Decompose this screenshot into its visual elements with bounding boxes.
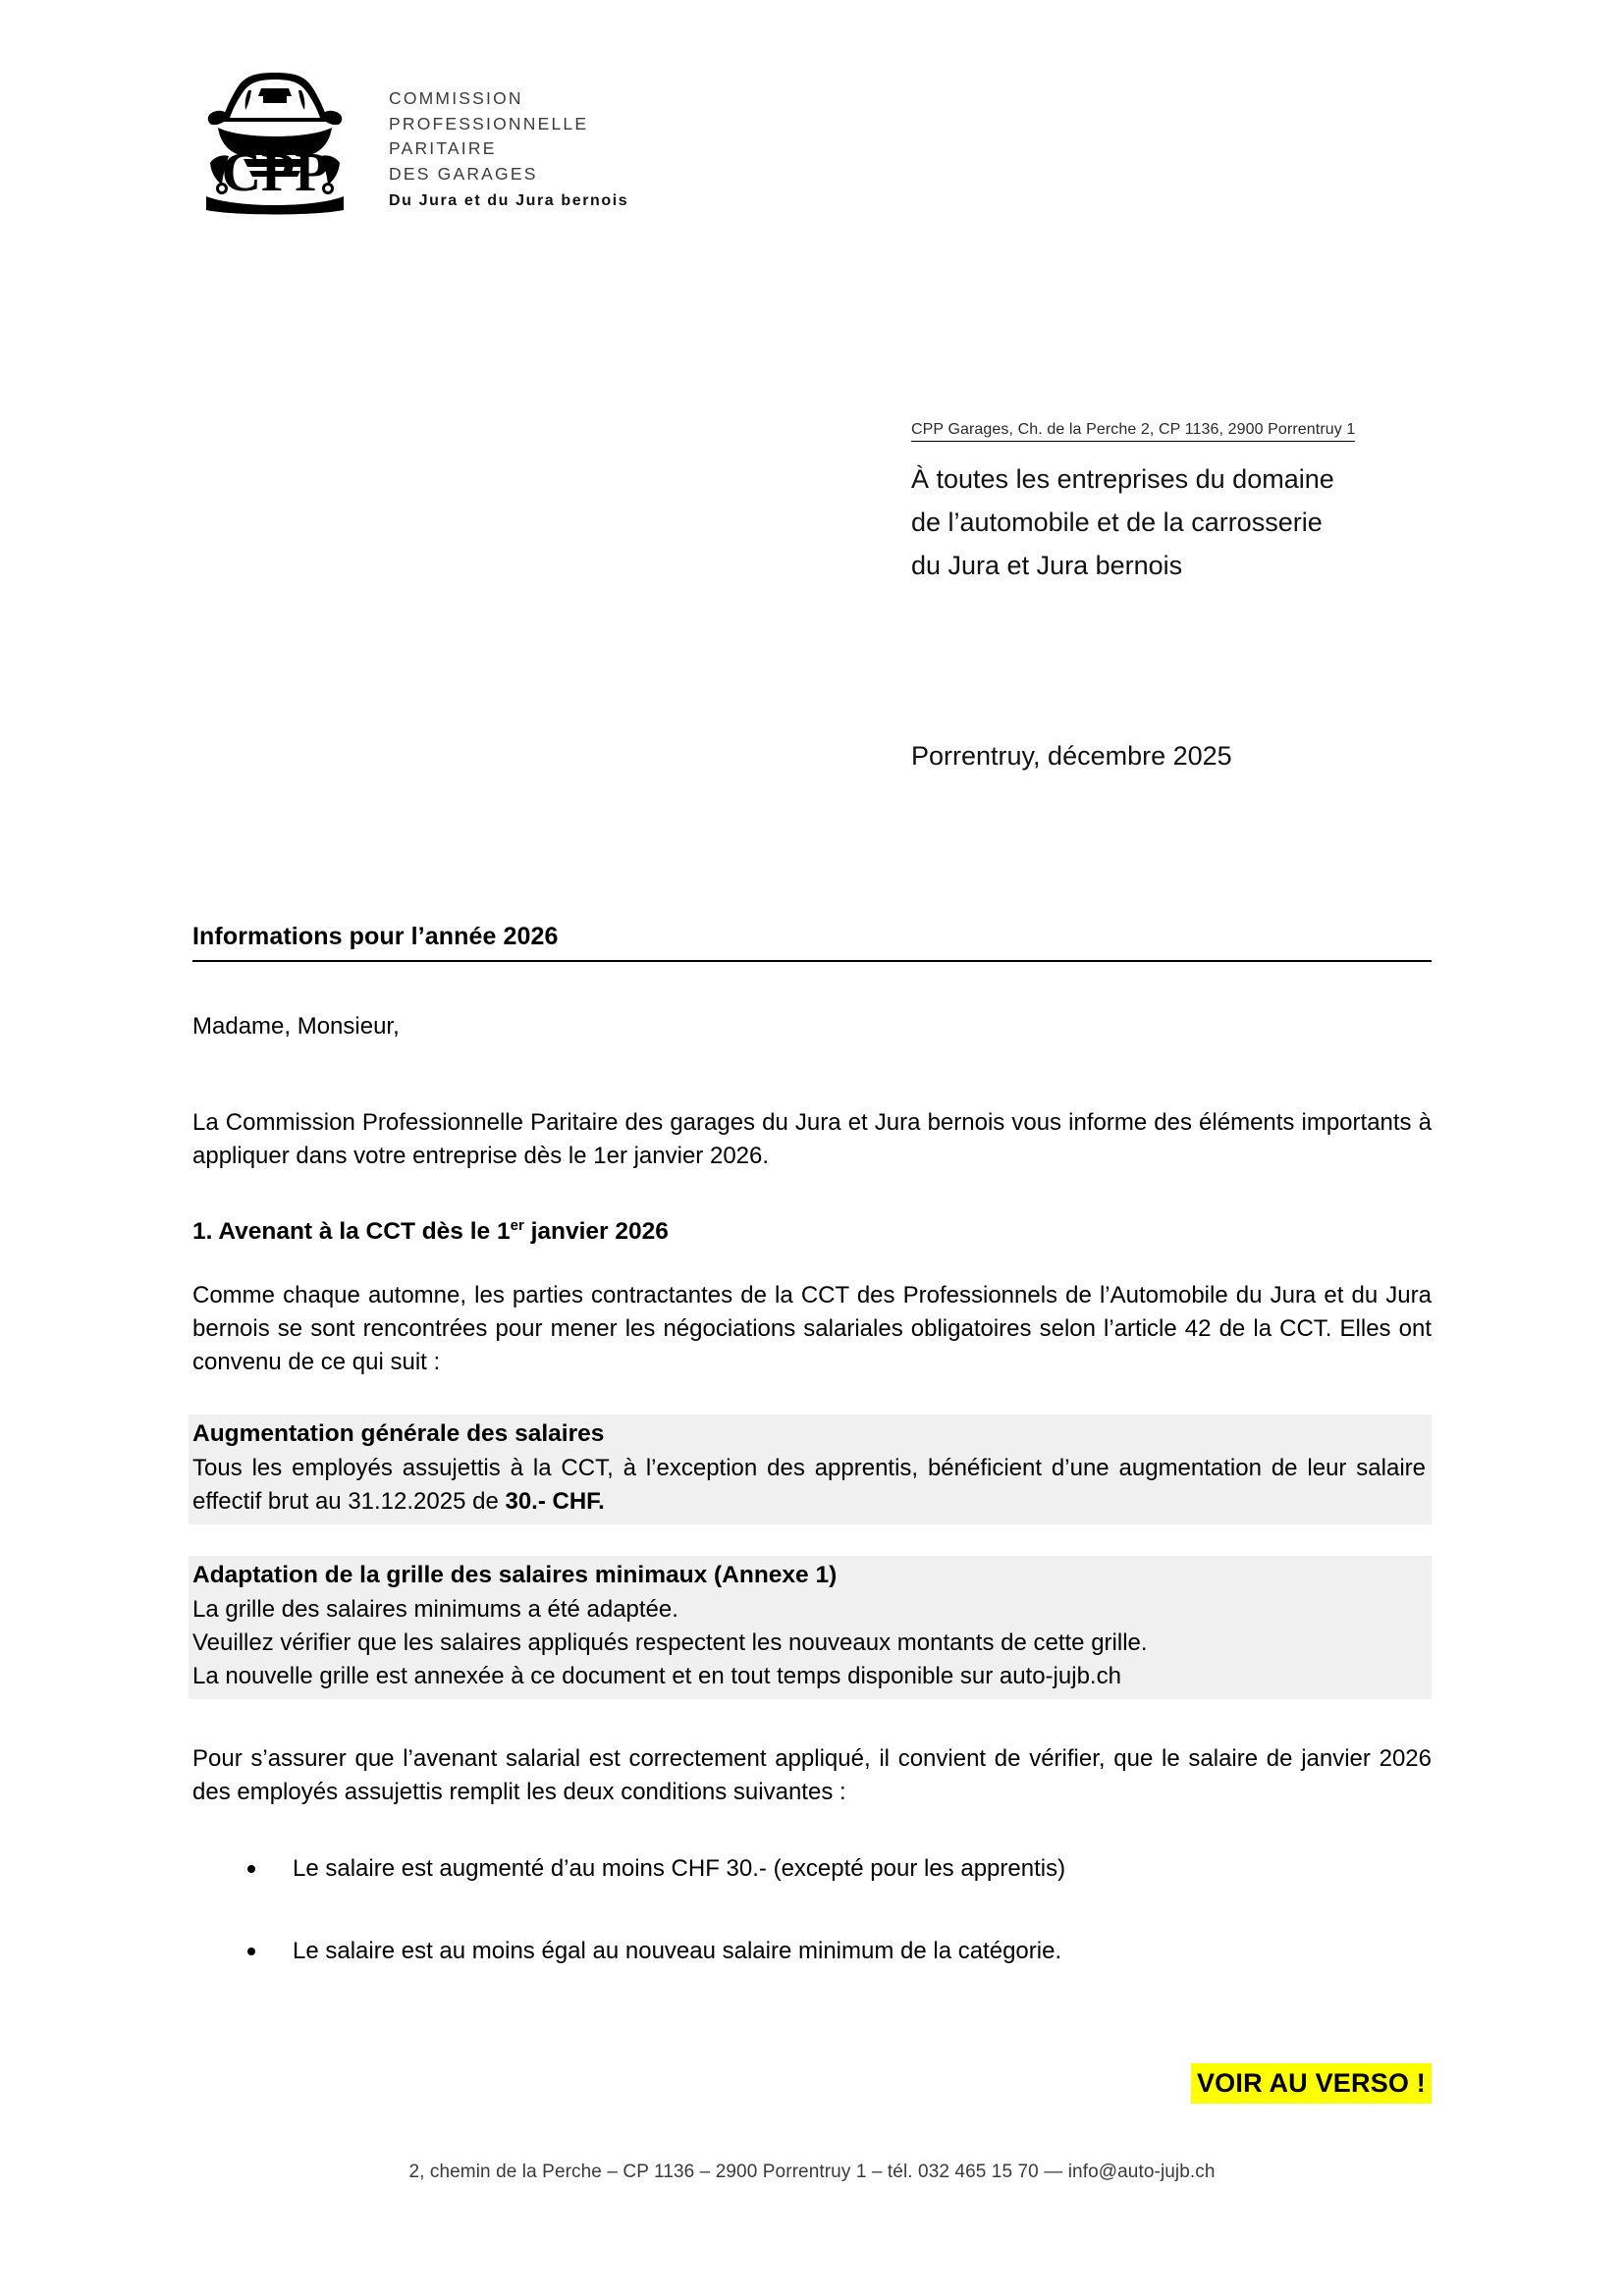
cpp-car-logo-icon <box>192 71 357 216</box>
block-augmentation-text: Tous les employés assujettis à la CCT, à l’exception des apprentis, bénéficient d’une augmentation de leur salaire effectif brut au 31.12.2025 de <box>192 1455 1426 1515</box>
wordmark-subtitle: Du Jura et du Jura bernois <box>389 192 629 209</box>
block-grille-heading: Adaptation de la grille des salaires minimaux (Annexe 1) <box>192 1562 838 1588</box>
letterhead <box>192 71 628 216</box>
recipient-line-3: du Jura et Jura bernois <box>911 551 1183 580</box>
wordmark-line-1: COMMISSION <box>389 88 523 108</box>
sender-return-address: CPP Garages, Ch. de la Perche 2, CP 1136, 2900 Porrentruy 1 <box>911 421 1355 442</box>
section-1-heading <box>192 1216 1432 1248</box>
wordmark-line-3: PARITAIRE <box>389 138 497 158</box>
bullet-icon <box>247 1948 255 1955</box>
block-augmentation-generale <box>189 1415 1432 1524</box>
block-augmentation-body <box>192 1452 1426 1519</box>
intro-paragraph: La Commission Professionnelle Paritaire des garages du Jura et Jura bernois vous informe des éléments importants à appliquer dans votre entreprise dès le 1er janvier 2026. <box>192 1109 1432 1169</box>
augmentation-amount: 30.- CHF. <box>505 1488 605 1515</box>
list-item <box>192 1935 1432 1968</box>
logo-wordmark <box>389 71 628 213</box>
recipient-line-1: À toutes les entreprises du domaine <box>911 464 1334 494</box>
verso-notice-wrap <box>192 2063 1432 2104</box>
condition-text: Le salaire est augmenté d’au moins CHF 30.- (excepté pour les apprentis) <box>293 1855 1066 1882</box>
section-1-heading-prefix: 1. Avenant à la CCT dès le 1 <box>192 1218 511 1245</box>
block-grille-line-3: La nouvelle grille est annexée à ce document et en tout temps disponible sur auto-jujb.ch <box>192 1663 1121 1689</box>
wordmark-line-2: PROFESSIONNELLE <box>389 113 589 133</box>
block-grille-line-1: La grille des salaires minimums a été adaptée. <box>192 1596 678 1623</box>
salutation: Madame, Monsieur, <box>192 1013 400 1040</box>
recipient-block <box>911 457 1334 587</box>
wordmark-line-4: DES GARAGES <box>389 163 538 184</box>
conditions-list <box>192 1852 1432 1968</box>
letter-body <box>192 1010 1432 2017</box>
section-1-paragraph: Comme chaque automne, les parties contractantes de la CCT des Professionnels de l’Automobile du Jura et du Jura bernois se sont rencontrées pour mener les négociations salariales obligatoires selon l’article 42 de la CCT. Elles ont convenu de ce qui suit : <box>192 1282 1432 1375</box>
recipient-line-2: de l’automobile et de la carrosserie <box>911 507 1323 537</box>
section-1-heading-sup: er <box>510 1216 524 1234</box>
document-title-section <box>192 923 1432 962</box>
title-divider <box>192 960 1432 962</box>
block-adaptation-grille <box>189 1556 1432 1699</box>
page-footer: 2, chemin de la Perche – CP 1136 – 2900 Porrentruy 1 – tél. 032 465 15 70 — info@auto-jujb.ch <box>408 2162 1216 2182</box>
page-title: Informations pour l’année 2026 <box>192 923 559 950</box>
dateline: Porrentruy, décembre 2025 <box>911 741 1232 771</box>
logo-text: CPP <box>221 142 329 203</box>
verso-notice-badge: VOIR AU VERSO ! <box>1191 2063 1432 2104</box>
verification-paragraph: Pour s’assurer que l’avenant salarial est correctement appliqué, il convient de vérifier, que le salaire de janvier 2026 des employés assujettis remplit les deux conditions suivantes : <box>192 1745 1432 1805</box>
block-grille-line-2: Veuillez vérifier que les salaires appliqués respectent les nouveaux montants de cette grille. <box>192 1629 1148 1656</box>
list-item <box>192 1852 1432 1886</box>
section-1-heading-suffix: janvier 2026 <box>523 1218 669 1245</box>
block-augmentation-heading: Augmentation générale des salaires <box>192 1420 605 1447</box>
condition-text: Le salaire est au moins égal au nouveau salaire minimum de la catégorie. <box>293 1938 1062 1964</box>
bullet-icon <box>247 1865 255 1873</box>
